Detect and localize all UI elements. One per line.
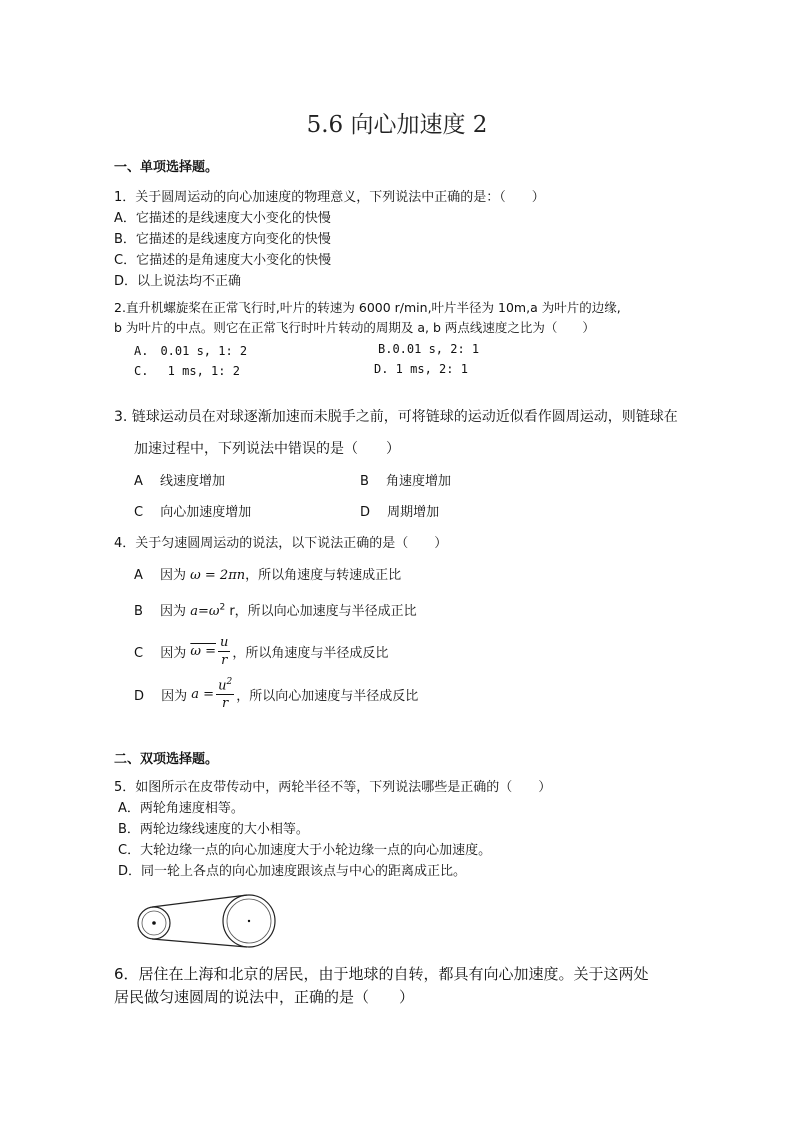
q4-option-c-denominator: r [221, 652, 228, 668]
q4-option-a-prefix: A 因为 [134, 568, 187, 583]
q4-option-c-lhs: ω = [190, 643, 216, 659]
q2-stem-line1: 2.直升机螺旋桨在正常飞行时,叶片的转速为 6000 r/min,叶片半径为 10m,a 为叶片的边缘, [114, 300, 621, 315]
q1-option-a: A．它描述的是线速度大小变化的快慢 [114, 211, 331, 226]
section-heading-single-choice: 一、单项选择题。 [114, 160, 219, 175]
q2-option-a: A. 0.01 s, 1: 2 [134, 344, 248, 358]
q2-option-c: C. 1 ms, 1: 2 [134, 364, 240, 378]
q4-option-c-fraction [218, 636, 230, 667]
q4-option-d-denominator: r [222, 696, 229, 712]
q4-option-d [134, 674, 418, 714]
q4-option-d-prefix: D 因为 [134, 688, 188, 704]
q4-option-c-prefix: C 因为 [134, 645, 187, 661]
q1-option-d: D．以上说法均不正确 [114, 274, 242, 289]
q2-stem-line2: b 为叶片的中点。则它在正常飞行时叶片转动的周期及 a, b 两点线速度之比为（ ） [114, 320, 595, 335]
q4-option-b-suffix: ，所以向心加速度与半径成正比 [234, 604, 417, 619]
belt-bottom [152, 939, 247, 947]
section-heading-double-choice: 二、双项选择题。 [114, 752, 219, 767]
q3-option-c: C 向心加速度增加 [134, 505, 252, 520]
q4-option-b-prefix: B 因为 [134, 604, 187, 619]
q3-stem-line1: 3. 链球运动员在对球逐渐加速而未脱手之前，可将链球的运动近似看作圆周运动，则链球在 [114, 409, 678, 425]
large-wheel-center [248, 920, 250, 922]
q4-option-c-suffix: ，所以角速度与半径成反比 [232, 645, 389, 661]
q5-option-c: C．大轮边缘一点的向心加速度大于小轮边缘一点的向心加速度。 [118, 843, 492, 858]
q1-option-b: B．它描述的是线速度方向变化的快慢 [114, 232, 331, 247]
q4-option-b-exponent: 2 [219, 602, 226, 613]
q6-stem-line1: 6．居住在上海和北京的居民，由于地球的自转，都具有向心加速度。关于这两处 [114, 965, 649, 983]
q4-option-c-numerator: u [220, 634, 229, 650]
q4-option-d-numerator: $u^2$ [218, 676, 233, 694]
q5-option-d: D．同一轮上各点的向心加速度跟该点与中心的距离成正比。 [118, 864, 467, 879]
small-wheel-center [152, 921, 156, 925]
q3-option-d: D 周期增加 [360, 505, 440, 520]
q4-option-c [134, 632, 388, 670]
belt-drive-figure [130, 890, 290, 960]
q3-stem-line2: 加速过程中，下列说法中错误的是（ ） [134, 441, 400, 457]
q4-option-b-r: r [225, 604, 235, 619]
q5-option-b: B．两轮边缘线速度的大小相等。 [118, 822, 309, 837]
q4-option-b [134, 600, 417, 619]
q1-stem: 1．关于圆周运动的向心加速度的物理意义，下列说法中正确的是：（ ） [114, 190, 545, 205]
page-title: 5.6 向心加速度 2 [306, 112, 488, 138]
q5-stem: 5．如图所示在皮带传动中，两轮半径不等，下列说法哪些是正确的（ ） [114, 780, 552, 795]
q4-option-a-suffix: ，所以角速度与转速成正比 [245, 568, 402, 583]
q5-option-a: A．两轮角速度相等。 [118, 801, 244, 816]
q4-option-a-formula: ω = 2πn [190, 568, 246, 583]
q6-stem-line2: 居民做匀速圆周的说法中，正确的是（ ） [114, 988, 415, 1006]
q3-option-b: B 角速度增加 [360, 474, 452, 489]
q2-option-d: D. 1 ms, 2: 1 [374, 362, 468, 376]
q4-option-d-suffix: ，所以向心加速度与半径成反比 [236, 688, 419, 704]
q1-option-c: C．它描述的是角速度大小变化的快慢 [114, 253, 332, 268]
q2-option-b: B.0.01 s, 2: 1 [378, 342, 480, 356]
q4-option-b-formula: a=ω [190, 604, 220, 619]
q4-option-a [134, 564, 401, 583]
q4-option-d-fraction [216, 678, 234, 710]
q4-option-d-lhs: a = [191, 686, 215, 702]
q4-stem: 4．关于匀速圆周运动的说法，以下说法正确的是（ ） [114, 536, 448, 551]
q3-option-a: A 线速度增加 [134, 474, 226, 489]
